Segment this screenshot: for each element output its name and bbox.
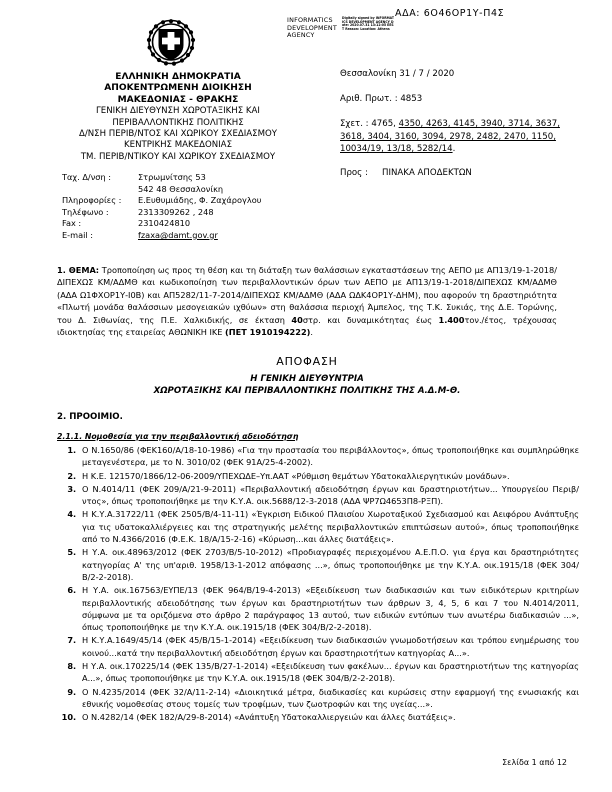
phone-label: Τηλέφωνο : bbox=[62, 206, 109, 217]
decision-title-block bbox=[57, 355, 557, 397]
org-line-8: ΤΜ. ΠΕΡΙΒ/ΝΤΙΚΟΥ ΚΑΙ ΧΩΡΙΚΟΥ ΣΧΕΔΙΑΣΜΟΥ bbox=[80, 151, 276, 162]
address-label-blank bbox=[62, 184, 138, 196]
contact-row-info bbox=[62, 195, 312, 207]
protocol-value: 4853 bbox=[400, 94, 423, 104]
organization-header bbox=[28, 72, 328, 163]
subject-text-1: Τροποποίηση ως προς τη θέση και τη διάταξη των θαλάσσιων εγκαταστάσεων της ΑΕΠΟ με ΑΠ13/19-1-2018/ΔΙΠΕΧΩΣ ΚΜ/ΑΔΜΘ και κωδικοποίηση των περιβαλλοντικών όρων των ΑΕΠΟ με ΑΠ13/19-1-2018/ΔΙΠΕΧΩΣ ΚΜ/ΑΔΜΘ (ΑΔΑ Ω1ΦΧΟΡ1Υ-Ι0Β) και ΑΠ5282/11-7-2014/ΔΙΠΕΧΩΣ ΚΜ/ΑΔΜΘ (ΑΔΑ ΩΔΚ4ΟΡ1Υ-ΔΗΜ), που αφορούν τη δραστηριότητα «Πλωτή μονάδα θαλάσσιων μεσογειακών ιχθύων» στη θαλάσσια περιοχή Άμπελος, της Τ.Κ. Συκιάς, της Δ.Ε. Τορώνης, του Δ. Σιθωνίας, της Π.Ε. Χαλκιδικής, σε έκταση bbox=[57, 265, 557, 325]
recipient-value: ΠΙΝΑΚΑ ΑΠΟΔΕΚΤΩΝ bbox=[382, 168, 472, 178]
org-line-1: ΕΛΛΗΝΙΚΗ ΔΗΜΟΚΡΑΤΙΑ bbox=[115, 72, 241, 82]
phone-value: 2313309262 , 248 bbox=[138, 206, 214, 217]
list-item: 6. Η Υ.Α. οικ.167563/ΕΥΠΕ/13 (ΦΕΚ 964/Β/19-4-2013) «Εξειδίκευση των διαδικασιών και των ειδικότερων κριτηρίων περιβαλλοντικής αδειοδότησης των έργων και δραστηριοτήτων των άρθρων 3, 4, 5, 6 και 7 του Ν.4014/2011, σύμφωνα με τα οριζόμενα στο άρθρο 2 παράγραφος 13 αυτού, των ειδικών εντύπων των ανωτέρω διαδικασιών ...», όπως τροποποιήθηκε με την Κ.Υ.Α. οικ.1915/18 (ΦΕΚ 304/Β/2-2-2018). bbox=[79, 584, 579, 633]
fax-value: 2310424810 bbox=[138, 218, 191, 229]
list-item: 9. Ο Ν.4235/2014 (ΦΕΚ 32/Α/11-2-14) «Διοικητικά μέτρα, διαδικασίες και κυρώσεις στην εφαρμογή της ενωσιακής και εθνικής νομοθεσίας στους τομείς των τροφίμων, των ζωοτροφών και της υγείας...». bbox=[79, 686, 579, 711]
subject-paragraph bbox=[57, 264, 557, 338]
org-line-5: ΠΕΡΙΒΑΛΛΟΝΤΙΚΗΣ ΠΟΛΙΤΙΚΗΣ bbox=[112, 117, 244, 128]
preamble-subheading: 2.1.1. Νομοθεσία για την περιβαλλοντική αδειοδότηση bbox=[57, 432, 299, 441]
list-item: 7. Η Κ.Υ.Α.1649/45/14 (ΦΕΚ 45/Β/15-1-2014) «Εξειδίκευση των διαδικασιών γνωμοδοτήσεων και τρόπου ενημέρωσης του κοινού...κατά την περιβαλλοντική αδειοδότηση έργων και δραστηριοτήτων κατηγορίας Α...». bbox=[79, 634, 579, 659]
page-number: Σελίδα 1 από 12 bbox=[502, 758, 567, 767]
email-label: E-mail : bbox=[62, 229, 94, 240]
list-item: 4. Η Κ.Υ.Α.31722/11 (ΦΕΚ 2505/Β/4-11-11) «Έγκριση Ειδικού Πλαισίου Χωροταξικού Σχεδιασμού και Αειφόρου Ανάπτυξης για τις υδατοκαλλιέργειες και της στρατηγικής μελέτης περιβαλλοντικών επιπτώσεων αυτού», όπως τροποποιήθηκε από το Ν.4366/2016 (Φ.Ε.Κ. 18/Α/15-2-16) «Κύρωση...και άλλες διατάξεις». bbox=[79, 508, 579, 545]
recipient-line bbox=[340, 168, 580, 178]
subject-bold-capacity: 1.400 bbox=[438, 314, 465, 325]
org-line-4: ΓΕΝΙΚΗ ΔΙΕΥΘΥΝΣΗ ΧΩΡΟΤΑΞΙΚΗΣ ΚΑΙ bbox=[96, 106, 260, 117]
subject-text-3: τον./έτος, τρέχουσας ιδιοκτησίας της εταιρείας ΑΘΩΝΙΚΗ ΙΚΕ bbox=[57, 314, 557, 338]
contact-row-phone bbox=[62, 207, 312, 219]
subject-bold-pet: (ΠΕΤ 1910194222) bbox=[225, 327, 311, 338]
refs-first: 4765, bbox=[371, 119, 396, 129]
signature-agency-name: INFORMATICS DEVELOPMENT AGENCY bbox=[287, 16, 338, 40]
list-item: 10. Ο Ν.4282/14 (ΦΕΚ 182/Α/29-8-2014) «Ανάπτυξη Υδατοκαλλιεργειών και άλλες διατάξεις». bbox=[79, 711, 579, 723]
subject-bold-area: 40 bbox=[291, 314, 303, 325]
org-line-6: Δ/ΝΣΗ ΠΕΡΙΒ/ΝΤΟΣ ΚΑΙ ΧΩΡΙΚΟΥ ΣΧΕΔΙΑΣΜΟΥ bbox=[78, 129, 278, 140]
contact-details bbox=[62, 172, 312, 242]
org-line-2: ΑΠΟΚΕΝΤΡΩΜΕΝΗ ΔΙΟΙΚΗΣΗ bbox=[104, 83, 252, 94]
preamble-heading: 2. ΠΡΟΟΙΜΙΟ. bbox=[57, 412, 123, 422]
refs-end: . bbox=[452, 144, 456, 155]
legislation-list bbox=[57, 444, 579, 725]
protocol-label: Αριθ. Πρωτ. : bbox=[340, 94, 398, 104]
decision-subtitle-2: ΧΩΡΟΤΑΞΙΚΗΣ ΚΑΙ ΠΕΡΙΒΑΛΛΟΝΤΙΚΗΣ ΠΟΛΙΤΙΚΗΣ ΤΗΣ Α.Δ.Μ-Θ. bbox=[153, 386, 461, 396]
digital-signature-stamp bbox=[287, 17, 395, 57]
hellenic-republic-emblem-icon bbox=[143, 17, 199, 67]
refs-underlined: 4350, 4263, 4145, 3940, 3714, 3637, 3618, 3404, 3160, 3094, 2978, 2482, 2470, 1150, 10034/19, 13/18, 5282/14 bbox=[340, 119, 560, 155]
place-date: Θεσσαλονίκη 31 / 7 / 2020 bbox=[340, 69, 455, 79]
subject-text-2: στρ. και δυναμικότητας έως bbox=[302, 314, 439, 325]
related-references bbox=[340, 118, 580, 156]
decision-subtitle-1: Η ΓΕΝΙΚΗ ΔΙΕΥΘΥΝΤΡΙΑ bbox=[250, 374, 364, 384]
list-item: 1. Ο Ν.1650/86 (ΦΕΚ160/Α/18-10-1986) «Για την προστασία του περιβάλλοντος», όπως τροποποιήθηκε και συμπληρώθηκε μεταγενέστερα, με το Ν. 3010/02 (ΦΕΚ 91Α/25-4-2002). bbox=[79, 444, 579, 469]
contact-row-email bbox=[62, 230, 312, 242]
info-value: Ε.Ευθυμιάδης, Φ. Ζαχάρογλου bbox=[138, 195, 262, 206]
refs-label: Σχετ. : bbox=[340, 119, 369, 129]
address-label: Ταχ. Δ/νση : bbox=[62, 172, 112, 182]
document-meta bbox=[340, 68, 580, 156]
signature-details: Digitally signed by INFORMATICS DEVELOPMENT AGENCY Date: 2020.07.31 13:12:05 EEST Reason: Location: Athens bbox=[342, 16, 394, 31]
list-item: 2. Η Κ.Ε. 121570/1866/12-06-2009/ΥΠΕΧΩΔΕ–Υπ.ΑΑΤ «Ρύθμιση θεμάτων Υδατοκαλλιεργητικών μονάδων». bbox=[79, 470, 579, 482]
org-line-3: ΜΑΚΕΔΟΝΙΑΣ - ΘΡΑΚΗΣ bbox=[117, 94, 239, 105]
list-item: 8. Η Υ.Α. οικ.170225/14 (ΦΕΚ 135/Β/27-1-2014) «Εξειδίκευση των φακέλων... έργων και δραστηριοτήτων της κατηγορίας Α...», όπως τροποποιήθηκε με την Κ.Υ.Α. οικ.1915/18 (ΦΕΚ 304/Β/2-2-2018). bbox=[79, 660, 579, 685]
contact-row-fax bbox=[62, 218, 312, 230]
protocol-line bbox=[340, 93, 580, 105]
address-line-1: Στρωμνίτσης 53 bbox=[138, 172, 206, 182]
list-item: 5. Η Υ.Α. οικ.48963/2012 (ΦΕΚ 2703/Β/5-10-2012) «Προδιαγραφές περιεχομένου Α.Ε.Π.Ο. για έργα και δραστηριότητες κατηγορίας Α' της υπ'αριθ. 1958/13-1-2012 απόφασης ...», όπως τροποποιήθηκε με την Κ.Υ.Α. οικ.1915/18 (ΦΕΚ 304/Β/2-2-2018). bbox=[79, 546, 579, 583]
fax-label: Fax : bbox=[62, 218, 82, 229]
subject-text-4: . bbox=[310, 327, 313, 338]
contact-row-address bbox=[62, 172, 312, 184]
recipient-label: Προς : bbox=[340, 168, 368, 178]
subject-label: 1. ΘΕΜΑ: bbox=[57, 265, 100, 275]
decision-title: ΑΠΟΦΑΣΗ bbox=[276, 355, 338, 368]
contact-row-address-2 bbox=[62, 184, 312, 196]
address-line-2: 542 48 Θεσσαλονίκη bbox=[138, 183, 224, 194]
email-link[interactable]: fzaxa@damt.gov.gr bbox=[138, 229, 218, 240]
page-footer bbox=[0, 758, 612, 767]
list-item: 3. Ο Ν.4014/11 (ΦΕΚ 209/Α/21-9-2011) «Περιβαλλοντική αδειοδότηση έργων και δραστηριοτήτων... Υπουργείου Περιβ/ντος», όπως τροποποιήθηκε με την Κ.Υ.Α. οικ.5688/12-3-2018 (ΑΔΑ ΨΡ7Ω4653Π8-ΡΞΠ). bbox=[79, 483, 579, 508]
info-label: Πληροφορίες : bbox=[62, 195, 122, 206]
org-line-7: ΚΕΝΤΡΙΚΗΣ ΜΑΚΕΔΟΝΙΑΣ bbox=[124, 140, 232, 151]
ada-code: ΑΔΑ: 6Ο46ΟΡ1Υ-Π4Σ bbox=[395, 8, 505, 19]
